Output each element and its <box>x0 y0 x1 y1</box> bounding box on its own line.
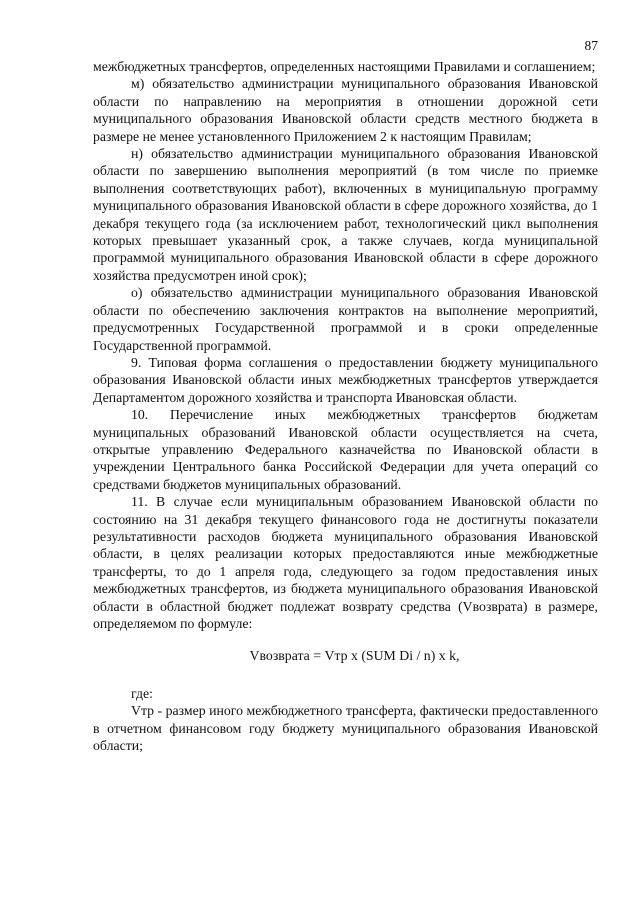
definition-vtr: Vтр - размер иного межбюджетного трансферта, фактически предоставленного в отчетном финансовом году бюджету муниципального образования Ивановской области; <box>93 703 598 754</box>
paragraph-11: 11. В случае если муниципальным образованием Ивановской области по состоянию на 31 декабря текущего финансового года не достигнуты показатели результативности расходов бюджета муниципального образования Ивановской области, в целях реализации которых предоставляются иные межбюджетные трансферты, то до 1 апреля года, следующего за годом предоставления иных межбюджетных трансфертов, из бюджета муниципального образования Ивановской области в областной бюджет подлежат возврату средства (Vвозврата) в размере, определяемом по формуле: <box>93 494 598 631</box>
paragraph-item-o: о) обязательство администрации муниципального образования Ивановской области по обеспечению заключения контрактов на выполнение мероприятий, предусмотренных Государственной программой и в сроки определенные Государственной программой. <box>93 285 598 353</box>
paragraph-continuation: межбюджетных трансфертов, определенных настоящими Правилами и соглашением; <box>93 59 596 74</box>
where-label: где: <box>131 685 153 701</box>
formula: Vвозврата = Vтр x (SUM Di / n) x k, <box>249 648 460 664</box>
paragraph-item-m: м) обязательство администрации муниципального образования Ивановской области по направлению на мероприятия в отношении дорожной сети муниципального образования Ивановской области средств местного бюджета в размере не менее установленного Приложением 2 к настоящим Правилам; <box>93 76 598 144</box>
paragraph-item-n: н) обязательство администрации муниципального образования Ивановской области по завершению выполнения мероприятий (в том числе по приемке выполнения соответствующих работ), включенных в муниципальную программу муниципального образования Ивановской области в сфере дорожного хозяйства, до 1 декабря текущего года (за исключением работ, технологический цикл выполнения которых превышает указанный срок, а также случаев, когда муниципальной программой муниципального образования Ивановской области в сфере дорожного хозяйства предусмотрен иной срок); <box>93 146 598 283</box>
page-number: 87 <box>584 38 598 53</box>
paragraph-9: 9. Типовая форма соглашения о предоставлении бюджету муниципального образования Ивановской области иных межбюджетных трансфертов утверждается Департаментом дорожного хозяйства и транспорта Ивановская области. <box>93 354 598 405</box>
paragraph-10: 10. Перечисление иных межбюджетных трансфертов бюджетам муниципальных образований Ивановской области осуществляется на счета, открытые управлению Федерального казначейства по Ивановской области в учреждении Центрального банка Российской Федерации для учета операций со средствами бюджетов муниципальных образований. <box>93 407 598 492</box>
document-body <box>93 58 598 754</box>
